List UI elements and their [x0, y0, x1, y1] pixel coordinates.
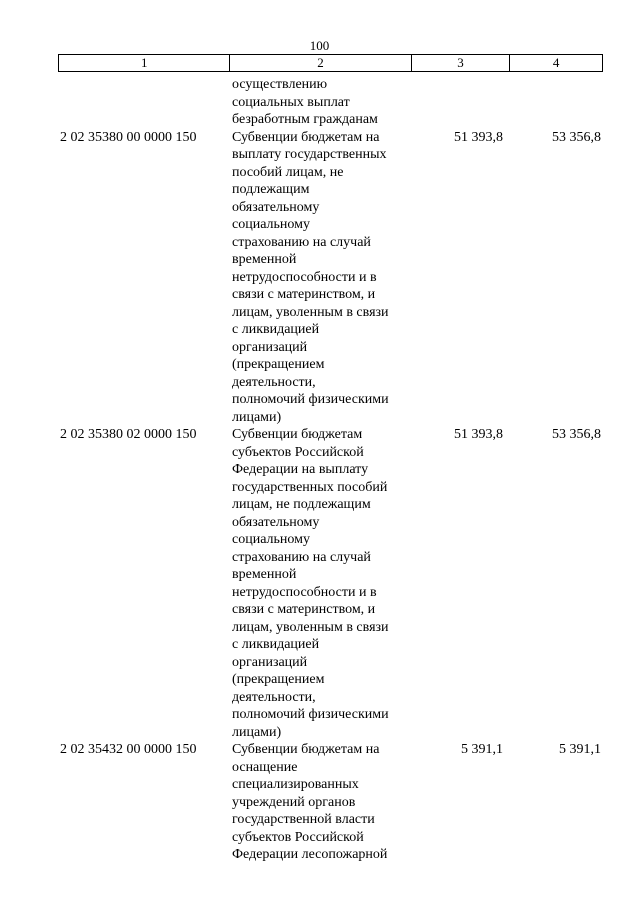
table-row: [58, 426, 603, 741]
table-row: [58, 76, 603, 129]
row-value-col-4: 53 356,8: [552, 427, 601, 442]
page-number: 100: [309, 38, 330, 53]
row-code: 2 02 35380 02 0000 150: [60, 427, 197, 442]
row-value-col-3: 51 393,8: [454, 129, 503, 145]
table-header-col-1: 1: [59, 55, 230, 71]
table-header-col-3: 3: [412, 55, 511, 71]
row-value-col-3: 5 391,1: [461, 742, 503, 757]
row-code: 2 02 35380 00 0000 150: [60, 129, 197, 145]
row-name: осуществлению социальных выплат безработным гражданам: [232, 77, 378, 127]
row-name: Субвенции бюджетам субъектов Российской Федерации на выплату государственных пособий лицам, не подлежащим обязательному социальному страхованию на случай временной нетрудоспособности и в связи с материнством, и лицам, уволенным в связи с ликвидацией организаций (прекращением деятельности, полномочий физическими лицами): [232, 427, 389, 740]
table-header-col-4: 4: [552, 55, 560, 70]
row-code: 2 02 35432 00 0000 150: [60, 742, 197, 757]
row-name: Субвенции бюджетам на выплату государственных пособий лицам, не подлежащим обязательному социальному страхованию на случай временной нетрудоспособности и в связи с материнством, и лицам, уволенным в связи с ликвидацией организаций (прекращением деятельности, полномочий физическими лицами): [232, 129, 389, 425]
table-body: [58, 76, 603, 864]
table-header-col-2: 2: [230, 55, 411, 71]
row-value-col-3: 51 393,8: [454, 427, 503, 442]
row-code: [58, 76, 230, 129]
table-header-row: [58, 54, 603, 72]
row-value-col-4: 5 391,1: [559, 742, 601, 757]
row-name: Субвенции бюджетам на оснащение специализированных учреждений органов государственной власти субъектов Российской Федерации лесопожарной: [232, 742, 388, 862]
table-row: [58, 129, 603, 427]
row-value-col-3: [412, 76, 511, 129]
row-value-col-4: 53 356,8: [552, 129, 601, 145]
table-row: [58, 741, 603, 864]
row-value-col-4: [511, 76, 603, 129]
